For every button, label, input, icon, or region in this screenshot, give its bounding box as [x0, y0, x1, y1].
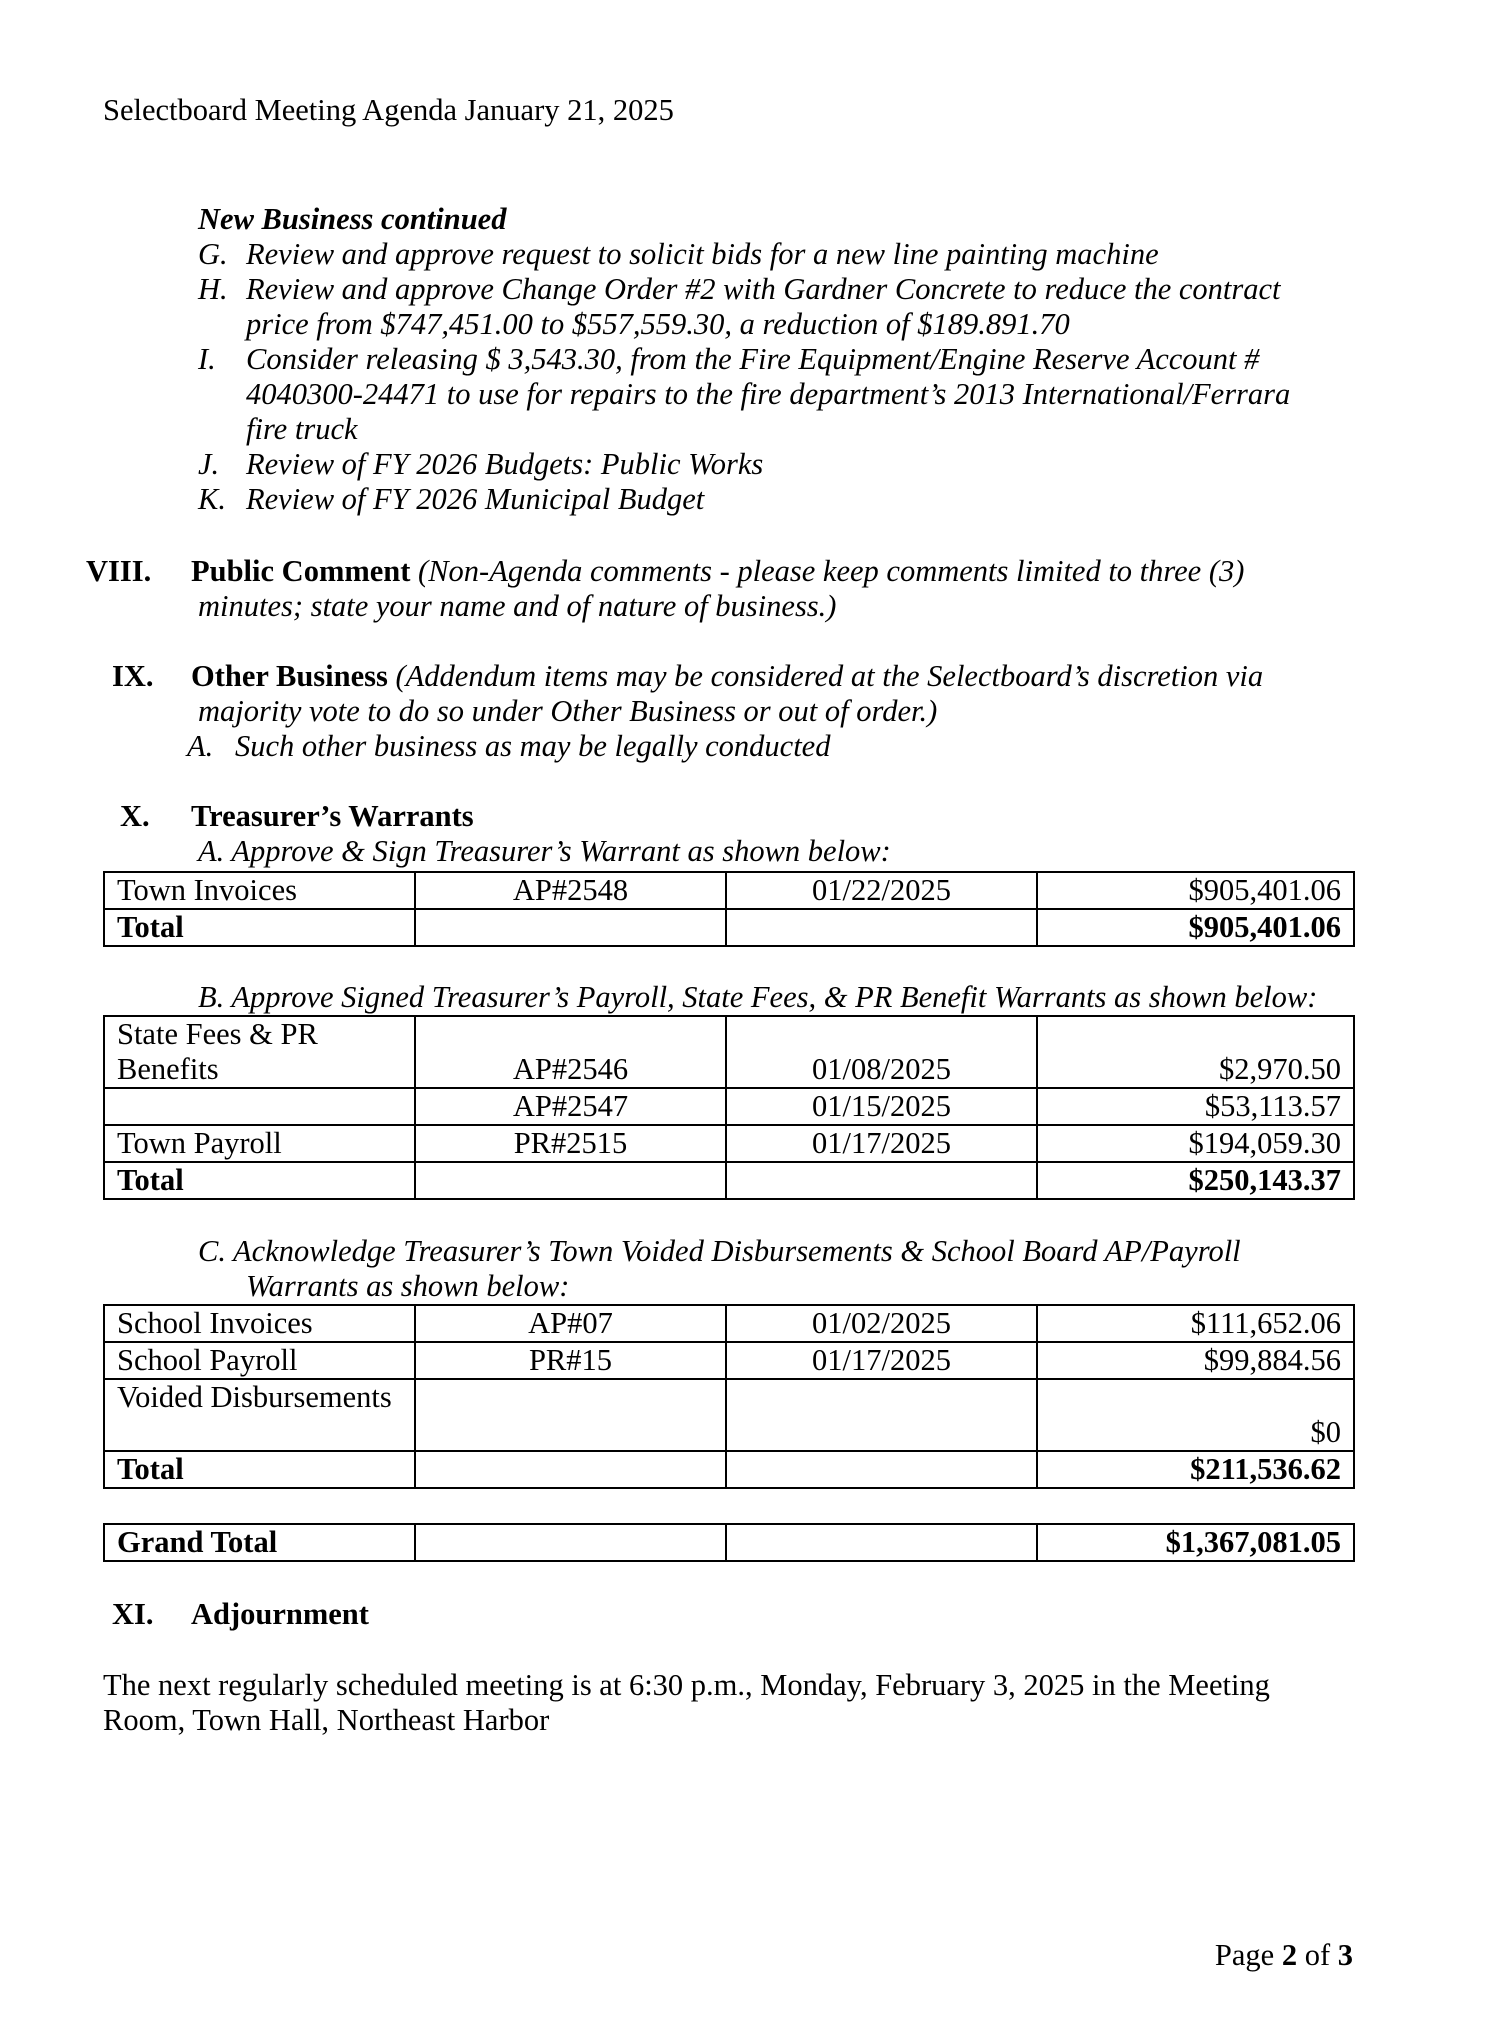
new-business-title: New Business continued: [198, 202, 507, 236]
page-current: 2: [1281, 1938, 1298, 1972]
cell-amount: $2,970.50: [1037, 1016, 1354, 1088]
item-text: Review of FY 2026 Municipal Budget: [246, 482, 705, 516]
grand-total-table: [103, 1523, 1355, 1562]
warrant-table-a: [103, 871, 1355, 947]
total-label: Total: [104, 1451, 415, 1488]
cell-amount: $905,401.06: [1037, 872, 1354, 909]
item-letter: K.: [198, 482, 226, 516]
cell-line: State Fees & PR: [117, 1017, 318, 1051]
warrant-table-b: [103, 1015, 1355, 1200]
cell-description: [104, 1016, 415, 1088]
empty-cell: [415, 1451, 726, 1488]
other-business-heading: [191, 659, 1263, 694]
empty-cell: [415, 1524, 726, 1561]
total-label: Total: [104, 909, 415, 946]
cell-warrant-number: AP#07: [415, 1305, 726, 1342]
section-note: (Non-Agenda comments - please keep comments limited to three (3): [418, 554, 1245, 588]
empty-cell: [726, 1162, 1037, 1199]
warrant-a-caption: A. Approve & Sign Treasurer’s Warrant as shown below:: [198, 834, 891, 868]
agenda-item-other-a: [187, 729, 1087, 764]
cell-amount: $99,884.56: [1037, 1342, 1354, 1379]
of-word: of: [1304, 1938, 1331, 1972]
item-text-cont: 4040300-24471 to use for repairs to the fire department’s 2013 International/Ferrara: [246, 377, 1291, 411]
cell-description: Town Payroll: [104, 1125, 415, 1162]
page-word: Page: [1214, 1938, 1275, 1972]
cell-date: 01/22/2025: [726, 872, 1037, 909]
agenda-item-g: [198, 237, 1318, 272]
agenda-item-k: [198, 482, 1318, 517]
item-text: Such other business as may be legally conducted: [235, 729, 831, 763]
cell-description: [104, 1088, 415, 1125]
total-amount: $905,401.06: [1037, 909, 1354, 946]
cell-amount: $111,652.06: [1037, 1305, 1354, 1342]
item-text: Review of FY 2026 Budgets: Public Works: [246, 447, 764, 481]
section-number-x: X.: [120, 799, 150, 833]
total-row: [104, 1162, 1354, 1199]
total-amount: $211,536.62: [1037, 1451, 1354, 1488]
empty-cell: [726, 1379, 1037, 1451]
empty-cell: [415, 909, 726, 946]
table-row: [104, 1379, 1354, 1451]
section-title: Adjournment: [191, 1597, 369, 1631]
section-number-xi: XI.: [112, 1597, 154, 1631]
agenda-item-h: [198, 272, 1318, 342]
grand-total-row: [104, 1524, 1354, 1561]
cell-warrant-number: AP#2547: [415, 1088, 726, 1125]
table-row: [104, 1016, 1354, 1088]
page-number: [1215, 1938, 1353, 1973]
grand-total-amount: $1,367,081.05: [1037, 1524, 1354, 1561]
item-text: Consider releasing $ 3,543.30, from the Fire Equipment/Engine Reserve Account #: [246, 342, 1260, 376]
section-note-cont: majority vote to do so under Other Business or out of order.): [198, 694, 938, 728]
cell-date: 01/08/2025: [726, 1016, 1037, 1088]
cell-warrant-number: PR#2515: [415, 1125, 726, 1162]
warrant-c-caption-cont: Warrants as shown below:: [246, 1269, 570, 1303]
empty-cell: [415, 1162, 726, 1199]
cell-description: School Invoices: [104, 1305, 415, 1342]
warrant-table-c: [103, 1304, 1355, 1489]
cell-date: 01/02/2025: [726, 1305, 1037, 1342]
cell-date: 01/17/2025: [726, 1342, 1037, 1379]
cell-warrant-number: AP#2548: [415, 872, 726, 909]
table-row: [104, 872, 1354, 909]
item-letter: J.: [198, 447, 220, 481]
item-letter: G.: [198, 237, 228, 271]
agenda-item-i: [198, 342, 1318, 447]
item-letter: I.: [198, 342, 216, 376]
public-comment-heading: [191, 554, 1244, 589]
total-row: [104, 1451, 1354, 1488]
empty-cell: [415, 1379, 726, 1451]
page-total: 3: [1337, 1938, 1353, 1972]
section-title: Other Business: [191, 659, 388, 693]
empty-cell: [726, 1451, 1037, 1488]
total-row: [104, 909, 1354, 946]
table-row: [104, 1305, 1354, 1342]
section-note-cont: minutes; state your name and of nature of business.): [198, 589, 837, 623]
closing-text-cont: Room, Town Hall, Northeast Harbor: [103, 1703, 550, 1737]
cell-description: Voided Disbursements: [104, 1379, 415, 1451]
total-amount: $250,143.37: [1037, 1162, 1354, 1199]
item-letter: H.: [198, 272, 228, 306]
cell-date: 01/15/2025: [726, 1088, 1037, 1125]
item-text-cont: price from $747,451.00 to $557,559.30, a reduction of $189.891.70: [246, 307, 1070, 341]
section-number-viii: VIII.: [86, 554, 152, 588]
page-header: Selectboard Meeting Agenda January 21, 2025: [103, 93, 674, 127]
table-row: [104, 1125, 1354, 1162]
section-number-ix: IX.: [112, 659, 154, 693]
grand-total-label: Grand Total: [104, 1524, 415, 1561]
table-row: [104, 1342, 1354, 1379]
section-note: (Addendum items may be considered at the Selectboard’s discretion via: [395, 659, 1264, 693]
section-title: Treasurer’s Warrants: [191, 799, 474, 833]
cell-amount: $0: [1037, 1379, 1354, 1451]
table-row: [104, 1088, 1354, 1125]
cell-amount: $53,113.57: [1037, 1088, 1354, 1125]
cell-date: 01/17/2025: [726, 1125, 1037, 1162]
cell-amount: $194,059.30: [1037, 1125, 1354, 1162]
cell-warrant-number: PR#15: [415, 1342, 726, 1379]
total-label: Total: [104, 1162, 415, 1199]
section-title: Public Comment: [191, 554, 411, 588]
cell-warrant-number: AP#2546: [415, 1016, 726, 1088]
warrant-b-caption: B. Approve Signed Treasurer’s Payroll, State Fees, & PR Benefit Warrants as shown below:: [198, 980, 1318, 1014]
warrant-c-caption: C. Acknowledge Treasurer’s Town Voided Disbursements & School Board AP/Payroll: [198, 1234, 1241, 1268]
empty-cell: [726, 1524, 1037, 1561]
agenda-item-j: [198, 447, 1318, 482]
cell-description: Town Invoices: [104, 872, 415, 909]
empty-cell: [726, 909, 1037, 946]
cell-description: School Payroll: [104, 1342, 415, 1379]
item-text: Review and approve Change Order #2 with Gardner Concrete to reduce the contract: [246, 272, 1281, 306]
closing-text: The next regularly scheduled meeting is at 6:30 p.m., Monday, February 3, 2025 in the Meeting: [103, 1668, 1270, 1702]
item-text-cont: fire truck: [246, 412, 358, 446]
item-text: Review and approve request to solicit bids for a new line painting machine: [246, 237, 1159, 271]
item-letter: A.: [187, 729, 214, 763]
cell-line: Benefits: [117, 1052, 219, 1086]
